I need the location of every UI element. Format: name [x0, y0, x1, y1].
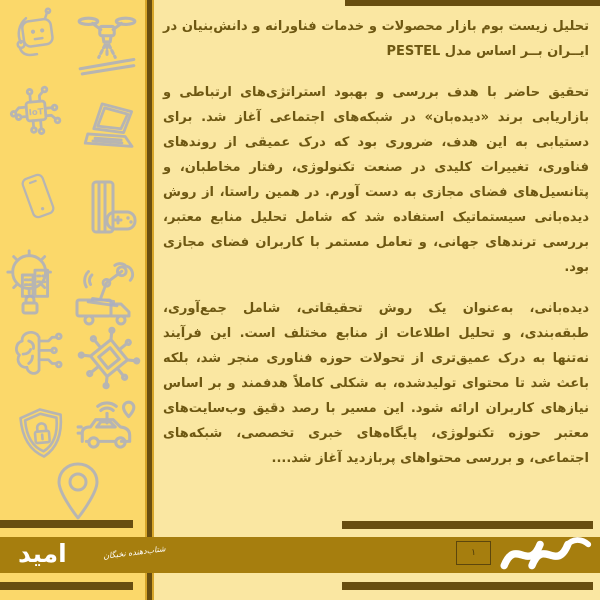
ai-brain-icon	[10, 326, 70, 386]
footer-band	[0, 537, 600, 573]
padlock-icon	[18, 292, 42, 316]
svg-text:IoT: IoT	[28, 106, 44, 118]
iot-chip-icon	[3, 78, 68, 145]
icon-sidebar	[0, 0, 146, 600]
document-title: تحلیل زیست بوم بازار محصولات و خدمات فناورانه و دانش‌بنیان در ایــران بــر اساس مدل PESTEL	[163, 19, 589, 59]
game-console-icon	[75, 176, 143, 240]
security-shield-icon	[11, 398, 73, 469]
footer-bottom-bar-left	[0, 582, 133, 590]
cpu-chip-icon	[73, 321, 146, 396]
vertical-divider	[145, 0, 154, 600]
paragraph-2: دیده‌بانی، به‌عنوان یک روش تحقیقاتی، شامل جمع‌آوری، طبقه‌بندی، و تحلیل اطلاعات از منابع مختلف است. این فرآیند نه‌تنها به درک عمیق‌تری از تحولات حوزه فناوری منجر شد، بلکه باعث شد تا محتوای تولیدشده، به شکلی کاملاً هدفمند و بر اساس نیازهای کاربران ارائه شود. این مسیر با رصد دقیق وب‌سایت‌های معتبر حوزه تکنولوژی، پایگاه‌های خبری تخصصی، شبکه‌های اجتماعی، و بررسی محتواهای پربازدید آغاز شد....	[163, 301, 589, 466]
connected-car-icon	[73, 396, 141, 462]
location-pin-icon	[56, 460, 100, 524]
chatbot-icon	[5, 4, 66, 65]
smartphone-icon	[4, 156, 72, 236]
top-accent-bar	[345, 0, 600, 6]
footer-top-bar-right	[342, 521, 593, 529]
brand-tagline: شتاب‌دهنده نخبگان	[102, 544, 167, 561]
main-text-area	[163, 14, 589, 487]
brand-logo-swoosh-icon	[496, 535, 594, 575]
page-number-box	[456, 541, 491, 565]
laptop-icon	[74, 94, 144, 158]
page-number: ۱	[471, 548, 476, 558]
agri-drone-icon	[74, 11, 140, 77]
brand-name: امید	[18, 539, 67, 568]
footer-top-bar-left	[0, 520, 133, 528]
footer-bottom-bar-right	[342, 582, 593, 590]
paragraph-1: تحقیق حاضر با هدف بررسی و بهبود استراتژی‌های ارتباطی و بازاریابی برند «دیده‌بان» در شبکه‌های اجتماعی آغاز شد. برای دستیابی به این هدف، ضروری بود که درک عمیقی از روندهای فناوری، تغییرات کلیدی در صنعت تکنولوژی، رفتار مخاطبان، و پتانسیل‌های فضای مجازی به دست آورم. در همین راستا، از روش دیده‌بانی سیستماتیک استفاده شد که شامل تحلیل منابع معتبر، بررسی ترندهای جهانی، و تعامل مستمر با کاربران فضای مجازی بود.	[163, 85, 589, 275]
